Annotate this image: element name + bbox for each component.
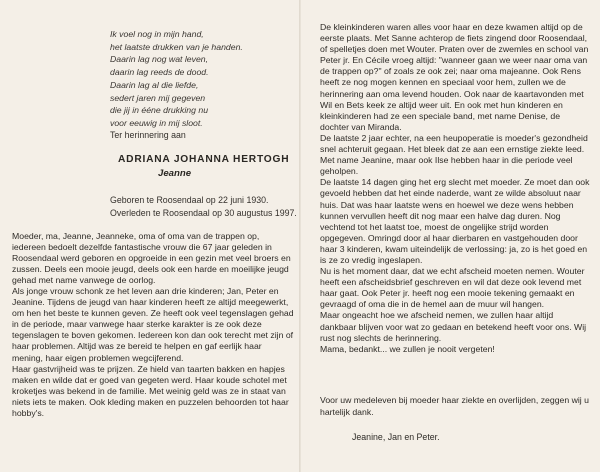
birth-line: Geboren te Roosendaal op 22 juni 1930. bbox=[110, 195, 269, 205]
right-paragraph: De laatste 14 dagen ging het erg slecht met moeder. Ze moet dan ook gevoeld hebben dat het einde naderde, want ze wilde absoluut naar huis. Dat was haar laatste wens en hoewel we deze wens hebben kunnen vervullen heeft dit nog maar een halve dag duren. Nog vechtend tot het laatst toe, moest de ongelijke strijd worden opgegeven. Omringd door al haar dierbaren en vastgehouden door haar 3 kinderen, kwam uiteindelijk de verlossing: ja, zo is het goed en is ze zo vredig ingeslapen. bbox=[320, 177, 590, 265]
dates-block bbox=[110, 194, 297, 219]
left-paragraph: Moeder, ma, Jeanne, Jeanneke, oma of oma van de trappen op, iedereen bedoelt dezelfde fantastische vrouw die 67 jaar geleden in Roosendaal werd geboren en opgroeide in een gezin met veel broers en zussen. Deels een mooie jeugd, deels ook een harde en moeilijke jeugd gehad met name vanwege de oorlog. bbox=[12, 231, 291, 286]
deceased-name: ADRIANA JOHANNA HERTOGH bbox=[118, 154, 290, 165]
poem: Ik voel nog in mijn hand, het laatste drukken van je handen. Daarin lag nog wat leven, daarin lag reeds de dood. Daarin lag al die liefde, sedert jaren mij gegeven die jij in ééne drukking nu voor eeuwig in mij sloot. bbox=[110, 29, 243, 128]
right-paragraph: De laatste 2 jaar echter, na een heupoperatie is moeder's gezondheid snel achteruit gegaan. Het bleek dat ze aan een ernstige ziekte leed. Met name Jeanine, maar ook Ilse hebben haar in die periode veel geholpen. bbox=[320, 132, 588, 177]
left-paragraph: Haar gastvrijheid was te prijzen. Ze hield van taarten bakken en hapjes maken en wilde dat er goed van gegeten werd. Haar koude schotel met kroketjes was bekend in de familie. Met weinig geld was ze in staat van niets iets te maken. Ook kleding maken en puzzelen behoorden tot haar hobby's. bbox=[12, 363, 289, 418]
left-paragraph: Als jonge vrouw schonk ze het leven aan drie kinderen; Jan, Peter en Jeanine. Tijdens de jeugd van haar kinderen heeft ze altijd meegewerkt, om hen het beste te kunnen geven. Ze heeft ook veel tegenslagen gehad in de periode, maar vanwege haar sterke karakter is ze ook deze tegenslagen te boven gekomen. Iedereen kon dan ook terecht met zijn of haar problemen. Altijd was ze bereid te helpen en gaf eerlijk haar mening, haar eigen problemen wegcijferend. bbox=[12, 286, 294, 363]
left-text-column bbox=[12, 231, 294, 419]
right-text-column bbox=[320, 22, 590, 355]
death-line: Overleden te Roosendaal op 30 augustus 1997. bbox=[110, 207, 297, 218]
deceased-nickname: Jeanne bbox=[158, 168, 192, 179]
right-paragraph: Maar ongeacht hoe we afscheid nemen, we zullen haar altijd dankbaar blijven voor wat zo gedaan en betekend heeft voor ons. Wij rust nog slechts de herinnering. bbox=[320, 310, 587, 343]
signature: Jeanine, Jan en Peter. bbox=[352, 432, 440, 442]
thank-you-note: Voor uw medeleven bij moeder haar ziekte en overlijden, zeggen wij u hartelijk dank. bbox=[320, 395, 589, 417]
right-paragraph: De kleinkinderen waren alles voor haar en deze kwamen altijd op de eerste plaats. Met Sanne achterop de fiets zingend door Roosendaal, of spelletjes doen met Wouter. Praten over de zwemles en school van Peter jr. En Cécile vroeg altijd: "wanneer gaan we weer naar oma van de trappen op?" of zoals ze ook zei; naar oma majeanne. Ook Rens heeft ze nog mogen kennen en speciaal voor hem, zullen we de herinnering aan oma levend houden. Ook naar de kaartavonden met Wil en Bets keek ze altijd weer uit. En ook met hun kinderen en kleinkinderen had ze een speciale band, met name Denise, de dochter van Miranda. bbox=[320, 22, 589, 132]
right-paragraph: Nu is het moment daar, dat we echt afscheid moeten nemen. Wouter heeft een afscheidsbrief geschreven en wil dat deze ook levend met haar gaat. Ook Peter jr. heeft nog een mooie tekening gemaakt en gevraagd of oma die in de hemel aan de muur wil hangen. bbox=[320, 266, 585, 310]
memory-line: Ter herinnering aan bbox=[110, 130, 186, 140]
right-paragraph: Mama, bedankt... we zullen je nooit vergeten! bbox=[320, 343, 495, 354]
